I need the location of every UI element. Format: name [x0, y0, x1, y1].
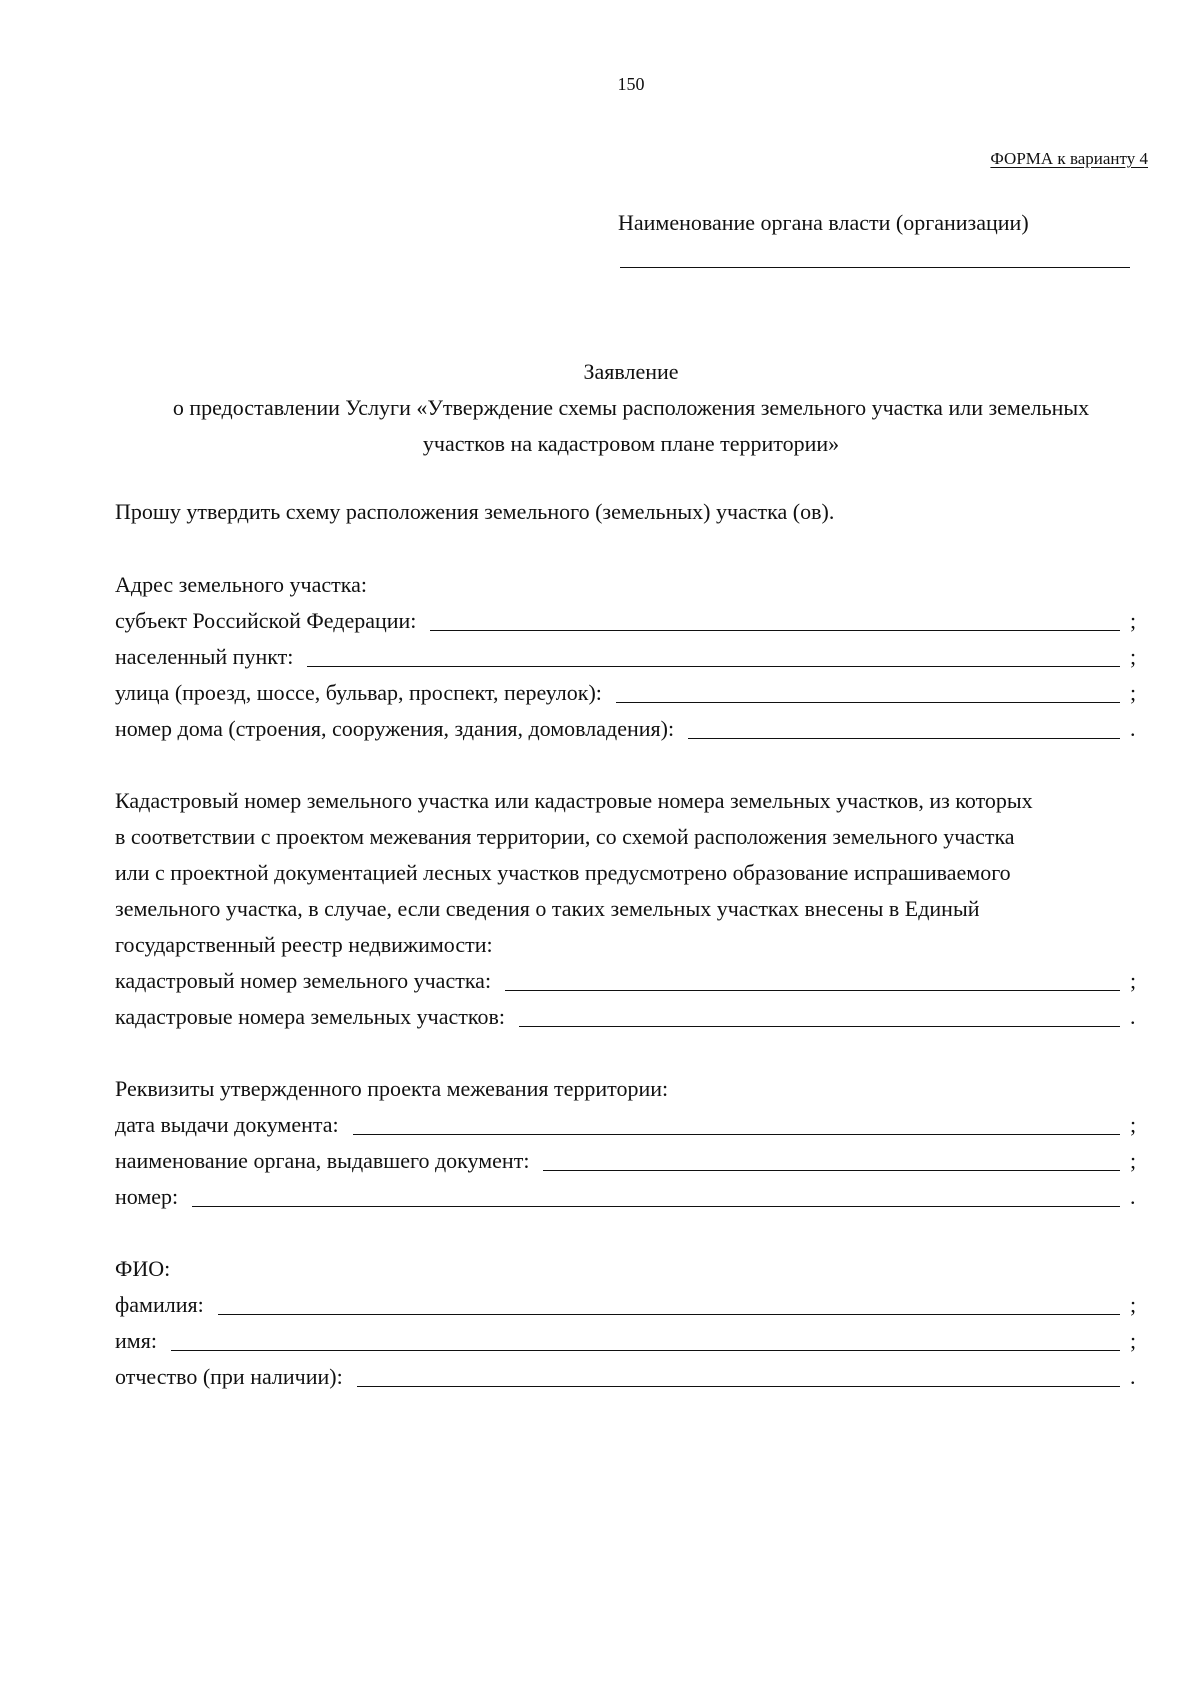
field-end-mark: ;	[1130, 1112, 1137, 1137]
field-input-line[interactable]	[616, 702, 1120, 703]
field-end-mark: ;	[1130, 1148, 1137, 1173]
field-end-mark: .	[1130, 1004, 1136, 1029]
address-heading: Адрес земельного участка:	[115, 572, 368, 597]
field-end-mark: ;	[1130, 1328, 1137, 1353]
field-label: кадастровые номера земельных участков:	[115, 1004, 505, 1029]
document-title	[100, 354, 1162, 462]
project-heading: Реквизиты утвержденного проекта межевания территории:	[115, 1076, 669, 1101]
field-end-mark: ;	[1130, 1292, 1137, 1317]
field-input-line[interactable]	[307, 666, 1120, 667]
fio-heading: ФИО:	[115, 1256, 171, 1281]
field-input-line[interactable]	[688, 738, 1120, 739]
cadastral-paragraph-line-3: или с проектной документацией лесных участков предусмотрено образование испрашиваемого	[115, 860, 1011, 885]
field-first-name	[115, 1326, 1138, 1356]
field-surname	[115, 1290, 1138, 1320]
field-issue-date	[115, 1110, 1138, 1140]
field-cadastral-number	[115, 966, 1138, 996]
field-input-line[interactable]	[519, 1026, 1120, 1027]
field-label: отчество (при наличии):	[115, 1364, 343, 1389]
field-input-line[interactable]	[171, 1350, 1120, 1351]
cadastral-paragraph-line-2: в соответствии с проектом межевания территории, со схемой расположения земельного участка	[115, 824, 1015, 849]
field-end-mark: .	[1130, 1364, 1136, 1389]
field-end-mark: ;	[1130, 968, 1137, 993]
field-label: номер дома (строения, сооружения, здания, домовладения):	[115, 716, 675, 741]
page-number: 150	[617, 74, 645, 94]
field-end-mark: ;	[1130, 644, 1137, 669]
field-input-line[interactable]	[218, 1314, 1120, 1315]
field-label: фамилия:	[115, 1292, 204, 1317]
field-input-line[interactable]	[357, 1386, 1120, 1387]
field-input-line[interactable]	[192, 1206, 1120, 1207]
field-label: дата выдачи документа:	[115, 1112, 339, 1137]
field-input-line[interactable]	[505, 990, 1120, 991]
field-end-mark: .	[1130, 716, 1136, 741]
title-line-1: Заявление	[583, 359, 679, 384]
field-settlement	[115, 642, 1138, 672]
request-text: Прошу утвердить схему расположения земельного (земельных) участка (ов).	[115, 499, 835, 524]
field-end-mark: ;	[1130, 608, 1137, 633]
field-input-line[interactable]	[353, 1134, 1120, 1135]
title-line-2: о предоставлении Услуги «Утверждение схемы расположения земельного участка или земельных	[172, 395, 1090, 420]
field-issuing-authority	[115, 1146, 1138, 1176]
authority-name-field[interactable]	[620, 267, 1130, 268]
field-subject-rf	[115, 606, 1138, 636]
field-end-mark: .	[1130, 1184, 1136, 1209]
field-street	[115, 678, 1138, 708]
field-label: имя:	[115, 1328, 157, 1353]
title-line-3: участков на кадастровом плане территории»	[422, 431, 840, 456]
field-house-number	[115, 714, 1138, 744]
field-end-mark: ;	[1130, 680, 1137, 705]
field-cadastral-numbers	[115, 1002, 1138, 1032]
cadastral-paragraph-line-5: государственный реестр недвижимости:	[115, 932, 493, 957]
field-label: кадастровый номер земельного участка:	[115, 968, 492, 993]
field-input-line[interactable]	[430, 630, 1120, 631]
cadastral-paragraph-line-1: Кадастровый номер земельного участка или кадастровые номера земельных участков, из которых	[115, 788, 1033, 813]
authority-label: Наименование органа власти (организации)	[618, 210, 1029, 235]
field-document-number	[115, 1182, 1138, 1212]
field-label: номер:	[115, 1184, 179, 1209]
field-label: субъект Российской Федерации:	[115, 608, 417, 633]
field-label: улица (проезд, шоссе, бульвар, проспект, переулок):	[115, 680, 602, 705]
field-label: населенный пункт:	[115, 644, 294, 669]
field-input-line[interactable]	[543, 1170, 1120, 1171]
cadastral-paragraph-line-4: земельного участка, в случае, если сведения о таких земельных участках внесены в Единый	[115, 896, 980, 921]
form-reference: ФОРМА к варианту 4	[990, 149, 1148, 168]
field-label: наименование органа, выдавшего документ:	[115, 1148, 530, 1173]
field-patronymic	[115, 1362, 1138, 1392]
